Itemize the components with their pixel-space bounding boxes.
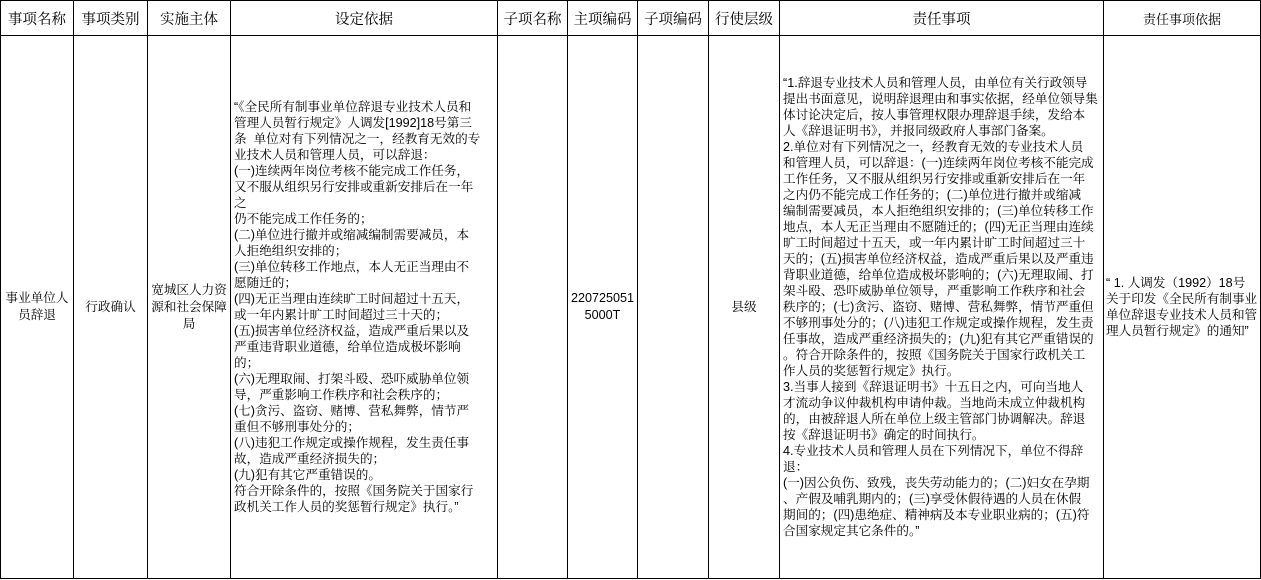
cell-implementing-body: 宽城区人力资源和社会保障局 <box>148 36 231 579</box>
cell-responsibility-basis: “ 1. 人调发（1992）18号 关于印发《全民所有制事业 单位辞退专业技术人员和管 理人员暂行规定》的通知” <box>1104 36 1261 579</box>
cell-sub-item-name <box>498 36 568 579</box>
cell-item-category: 行政确认 <box>74 36 148 579</box>
header-sub-item-code: 子项编码 <box>638 1 709 36</box>
table-head <box>1 1 1261 36</box>
cell-sub-item-code <box>638 36 709 579</box>
header-legal-basis: 设定依据 <box>231 1 498 36</box>
header-exercise-level: 行使层级 <box>709 1 780 36</box>
header-item-name: 事项名称 <box>1 1 74 36</box>
header-implementing-body: 实施主体 <box>148 1 231 36</box>
cell-responsibilities: “1.辞退专业技术人员和管理人员，由单位有关行政领导 提出书面意见，说明辞退理由和事实依据，经单位领导集 体讨论决定后，按人事管理权限办理辞退手续，发给本 人《辞退证明书》，并报同级政府人事部门备案。 2.单位对有下列情况之一，经教育无效的专业技术人员 和管理人员，可以辞退：(一)连续两年岗位考核不能完成 工作任务，又不服从组织另行安排或重新安排后在一年 之内仍不能完成工作任务的；(二)单位进行撤并或缩减 编制需要减员，本人拒绝组织安排的；(三)单位转移工作 地点，本人无正当理由不愿随迁的；(四)无正当理由连续 旷工时间超过十五天，或一年内累计旷工时间超过三十 天的；(五)损害单位经济权益，造成严重后果以及严重违 背职业道德，给单位造成极坏影响的；(六)无理取闹、打 架斗殴、恐吓威胁单位领导，严重影响工作秩序和社会 秩序的；(七)贪污、盗窃、赌博、营私舞弊，情节严重但 不够刑事处分的；(八)违犯工作规定或操作规程，发生责 任事故，造成严重经济损失的；(九)犯有其它严重错误的 。符合开除条件的，按照《国务院关于国家行政机关工 作人员的奖惩暂行规定》执行。 3.当事人接到《辞退证明书》十五日之内，可向当地人 才流动争议仲裁机构申请仲裁。当地尚未成立仲裁机构 的，由被辞退人所在单位上级主管部门协调解决。辞退 按《辞退证明书》确定的时间执行。 4.专业技术人员和管理人员在下列情况下，单位不得辞 退： (一)因公负伤、致残，丧失劳动能力的；(二)妇女在孕期 、产假及哺乳期内的；(三)享受休假待遇的人员在休假 期间的；(四)患绝症、精神病及本专业职业病的；(五)符 合国家规定其它条件的。” <box>780 36 1104 579</box>
header-sub-item-name: 子项名称 <box>498 1 568 36</box>
cell-exercise-level: 县级 <box>709 36 780 579</box>
cell-item-name: 事业单位人员辞退 <box>1 36 74 579</box>
header-main-item-code: 主项编码 <box>568 1 638 36</box>
header-item-category: 事项类别 <box>74 1 148 36</box>
header-responsibilities: 责任事项 <box>780 1 1104 36</box>
cell-main-item-code: 2207250515000T <box>568 36 638 579</box>
table-row <box>1 36 1261 579</box>
table-header-row <box>1 1 1261 36</box>
table-body <box>1 36 1261 579</box>
header-responsibility-basis: 责任事项依据 <box>1104 1 1261 36</box>
cell-legal-basis: “《全民所有制事业单位辞退专业技术人员和 管理人员暂行规定》人调发[1992]18号第三 条 单位对有下列情况之一，经教育无效的专 业技术人员和管理人员，可以辞退： (一)连续两年岗位考核不能完成工作任务， 又不服从组织另行安排或重新安排后在一年 之 仍不能完成工作任务的； (二)单位进行撤并或缩减编制需要减员，本 人拒绝组织安排的； (三)单位转移工作地点，本人无正当理由不 愿随迁的； (四)无正当理由连续旷工时间超过十五天， 或一年内累计旷工时间超过三十天的； (五)损害单位经济权益，造成严重后果以及 严重违背职业道德，给单位造成极坏影响 的； (六)无理取闹、打架斗殴、恐吓威胁单位领 导，严重影响工作秩序和社会秩序的； (七)贪污、盗窃、赌博、营私舞弊，情节严 重但不够刑事处分的； (八)违犯工作规定或操作规程，发生责任事 故，造成严重经济损失的； (九)犯有其它严重错误的。 符合开除条件的，按照《国务院关于国家行 政机关工作人员的奖惩暂行规定》执行。” <box>231 36 498 579</box>
